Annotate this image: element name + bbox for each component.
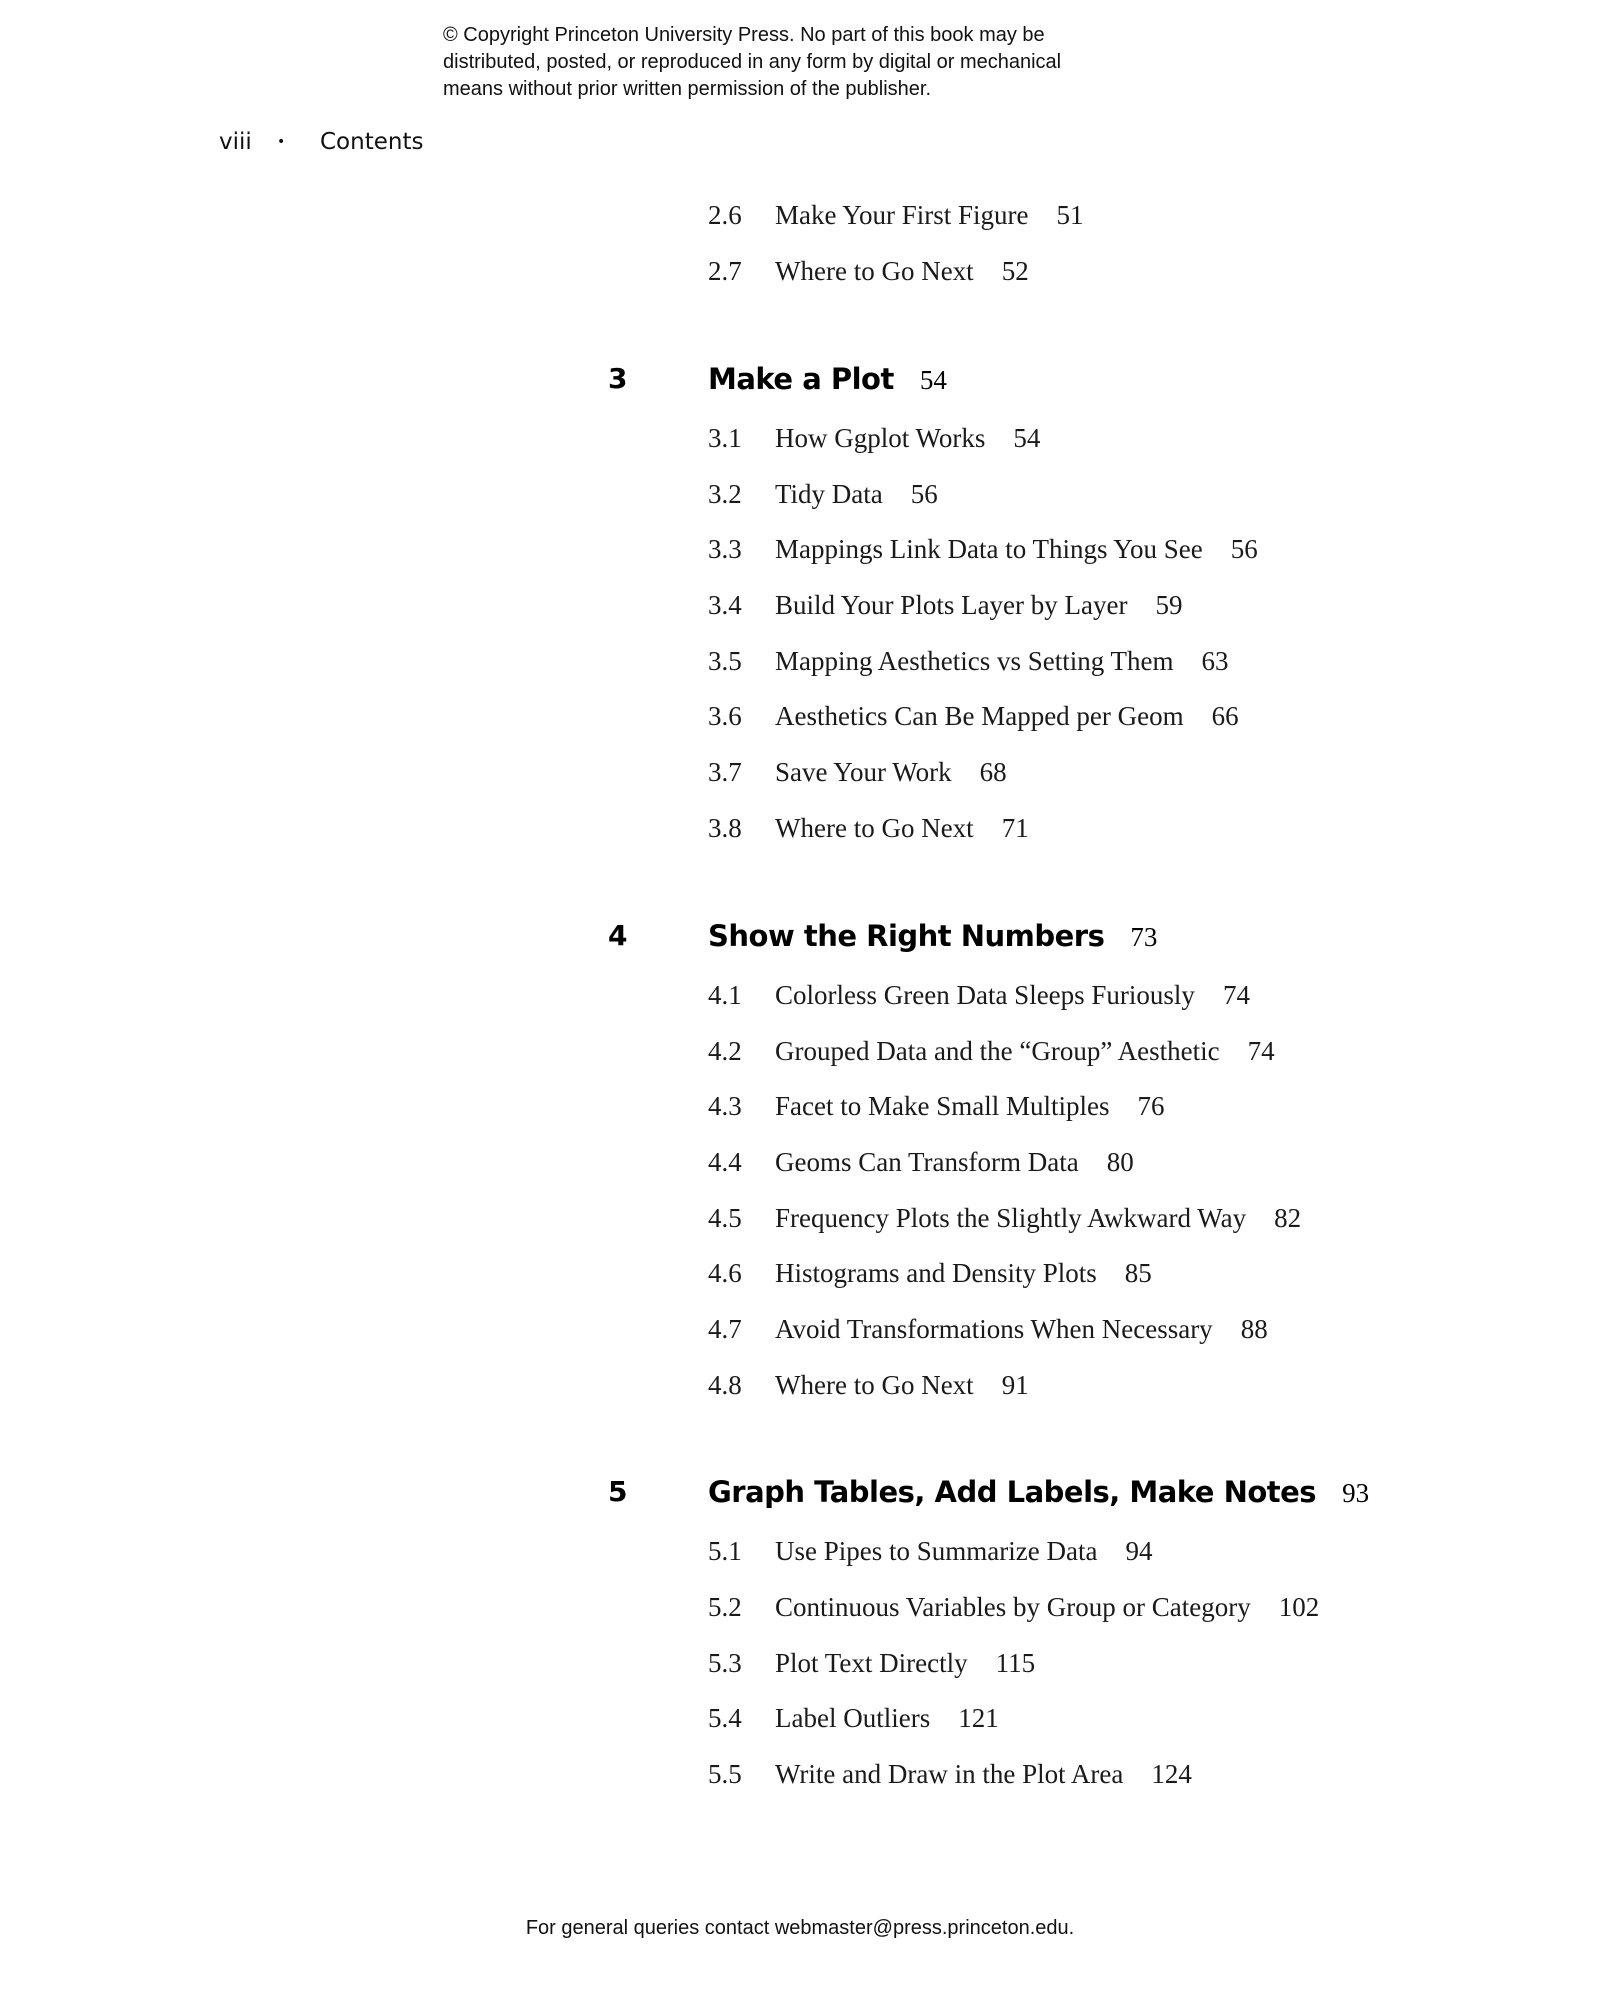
section-number: 5.5 (708, 1759, 742, 1789)
section-page: 124 (1151, 1759, 1192, 1789)
section-title: Colorless Green Data Sleeps Furiously (775, 980, 1195, 1010)
footer-contact: For general queries contact webmaster@press.princeton.edu. (525, 1917, 1075, 1939)
chapter-title-line (708, 359, 947, 400)
section-title-line (775, 1144, 1134, 1180)
section-title: Mapping Aesthetics vs Setting Them (775, 646, 1174, 676)
section-title-line (775, 476, 938, 512)
section-title: Where to Go Next (775, 256, 974, 286)
section-page: 59 (1155, 590, 1183, 620)
chapter-title-line (708, 916, 1157, 957)
section-page: 71 (1001, 813, 1029, 843)
section-page: 91 (1001, 1370, 1029, 1400)
section-page: 94 (1125, 1536, 1153, 1566)
section-number: 4.7 (708, 1314, 742, 1344)
section-page: 82 (1274, 1203, 1302, 1233)
chapter-page: 93 (1342, 1478, 1370, 1508)
section-title: Build Your Plots Layer by Layer (775, 590, 1128, 620)
chapter-page: 73 (1130, 922, 1158, 952)
chapter-number: 4 (608, 919, 628, 952)
section-title: Frequency Plots the Slightly Awkward Way (775, 1203, 1247, 1233)
section-page: 74 (1247, 1036, 1275, 1066)
section-number: 4.2 (708, 1036, 742, 1066)
running-head-title: Contents (320, 129, 424, 155)
section-number: 5.4 (708, 1703, 742, 1733)
copyright-line: distributed, posted, or reproduced in any form by digital or mechanical (443, 51, 1062, 73)
section-title: Geoms Can Transform Data (775, 1147, 1079, 1177)
section-title-line (775, 754, 1007, 790)
section-title-line (775, 253, 1029, 289)
section-page: 85 (1124, 1258, 1152, 1288)
section-title: Tidy Data (775, 479, 883, 509)
section-title-line (775, 1088, 1164, 1124)
bullet-separator: • (277, 134, 286, 150)
section-title-line (775, 531, 1258, 567)
section-title: Grouped Data and the “Group” Aesthetic (775, 1036, 1220, 1066)
section-title: Use Pipes to Summarize Data (775, 1536, 1098, 1566)
section-number: 3.4 (708, 590, 742, 620)
section-title-line (775, 1033, 1275, 1069)
section-title: Continuous Variables by Group or Category (775, 1592, 1251, 1622)
section-number: 4.8 (708, 1370, 742, 1400)
section-title: How Ggplot Works (775, 423, 986, 453)
section-number: 3.2 (708, 479, 742, 509)
section-number: 4.1 (708, 980, 742, 1010)
section-number: 3.7 (708, 757, 742, 787)
section-page: 102 (1278, 1592, 1320, 1622)
section-page: 51 (1056, 200, 1084, 230)
section-page: 76 (1137, 1091, 1165, 1121)
section-number: 3.5 (708, 646, 742, 676)
section-title-line (775, 1756, 1192, 1792)
section-page: 54 (1013, 423, 1041, 453)
section-number: 3.1 (708, 423, 742, 453)
section-number: 5.1 (708, 1536, 742, 1566)
section-number: 5.3 (708, 1648, 742, 1678)
section-page: 80 (1106, 1147, 1134, 1177)
section-title: Make Your First Figure (775, 200, 1029, 230)
section-title: Label Outliers (775, 1703, 931, 1733)
section-title-line (775, 197, 1084, 233)
chapter-title: Make a Plot (708, 362, 894, 396)
copyright-line: means without prior written permission of the publisher. (443, 78, 932, 100)
section-title-line (775, 643, 1228, 679)
section-title: Where to Go Next (775, 813, 974, 843)
section-page: 52 (1001, 256, 1029, 286)
section-title: Save Your Work (775, 757, 952, 787)
section-title: Mappings Link Data to Things You See (775, 534, 1203, 564)
section-page: 88 (1240, 1314, 1268, 1344)
section-number: 4.4 (708, 1147, 742, 1177)
section-title: Plot Text Directly (775, 1648, 968, 1678)
section-title-line (775, 1589, 1319, 1625)
section-number: 4.5 (708, 1203, 742, 1233)
section-number: 5.2 (708, 1592, 742, 1622)
chapter-title-line (708, 1472, 1369, 1513)
section-title-line (775, 1533, 1152, 1569)
page-folio: viii (219, 129, 252, 155)
section-page: 56 (1230, 534, 1258, 564)
section-number: 3.8 (708, 813, 742, 843)
chapter-number: 5 (608, 1475, 628, 1508)
section-number: 3.3 (708, 534, 742, 564)
section-title-line (775, 1200, 1301, 1236)
section-title-line (775, 1645, 1035, 1681)
section-title: Avoid Transformations When Necessary (775, 1314, 1213, 1344)
section-number: 4.6 (708, 1258, 742, 1288)
section-title: Aesthetics Can Be Mapped per Geom (775, 701, 1184, 731)
chapter-number: 3 (608, 362, 628, 395)
chapter-title: Show the Right Numbers (708, 919, 1105, 953)
copyright-notice (443, 22, 1203, 103)
section-page: 74 (1222, 980, 1250, 1010)
section-page: 68 (979, 757, 1007, 787)
section-page: 63 (1201, 646, 1229, 676)
section-title: Where to Go Next (775, 1370, 974, 1400)
section-title: Facet to Make Small Multiples (775, 1091, 1110, 1121)
section-title: Histograms and Density Plots (775, 1258, 1097, 1288)
section-page: 66 (1211, 701, 1239, 731)
section-title-line (775, 1255, 1152, 1291)
section-number: 3.6 (708, 701, 742, 731)
section-title-line (775, 1367, 1029, 1403)
copyright-line: © Copyright Princeton University Press. No part of this book may be (443, 24, 1045, 46)
section-title-line (775, 698, 1239, 734)
section-page: 115 (995, 1648, 1036, 1678)
section-title-line (775, 977, 1250, 1013)
section-page: 121 (958, 1703, 999, 1733)
section-title-line (775, 810, 1029, 846)
section-number: 4.3 (708, 1091, 742, 1121)
section-title-line (775, 420, 1040, 456)
chapter-title: Graph Tables, Add Labels, Make Notes (708, 1475, 1317, 1509)
section-page: 56 (910, 479, 938, 509)
section-title-line (775, 1311, 1268, 1347)
section-title: Write and Draw in the Plot Area (775, 1759, 1124, 1789)
section-title-line (775, 1700, 999, 1736)
chapter-page: 54 (919, 365, 947, 395)
section-number: 2.7 (708, 256, 742, 286)
section-title-line (775, 587, 1182, 623)
section-number: 2.6 (708, 200, 742, 230)
